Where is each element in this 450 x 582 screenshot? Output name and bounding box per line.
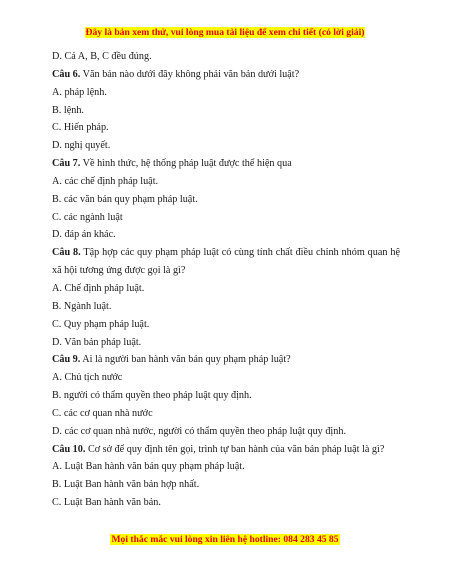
option-d: D. các cơ quan nhà nước, người có thẩm quyền theo pháp luật quy định. xyxy=(52,425,346,437)
question-text: Văn bản nào dưới đây không phải văn bản dưới luật? xyxy=(80,68,300,80)
option-a: A. pháp lệnh. xyxy=(52,86,107,98)
option-c: C. các ngành luật xyxy=(52,211,123,223)
question-7 xyxy=(52,155,400,173)
option-b: B. người có thẩm quyền theo pháp luật quy định. xyxy=(52,390,252,402)
option-a: A. Luật Ban hành văn bản quy phạm pháp luật. xyxy=(52,461,245,473)
option-b: B. Ngành luật. xyxy=(52,300,112,312)
hotline-text: Mọi thắc mắc vui lòng xin liên hệ hotline: 084 283 45 85 xyxy=(111,534,339,545)
option-d: D. đáp án khác. xyxy=(52,229,116,241)
question-8 xyxy=(52,244,400,280)
question-text: Tập hợp các quy phạm pháp luật có cùng tính chất điều chỉnh nhóm quan hệ xã hội tương ứng được gọi là gì? xyxy=(52,247,400,277)
option-c: C. các cơ quan nhà nước xyxy=(52,407,153,419)
option-b: B. các văn bản quy phạm pháp luật. xyxy=(52,193,198,205)
question-10 xyxy=(52,441,400,459)
option-a: A. Chủ tịch nước xyxy=(52,372,123,384)
question-number: Câu 8. xyxy=(52,247,81,259)
option-b: B. Luật Ban hành văn bản hợp nhất. xyxy=(52,479,200,491)
option-b: B. lệnh. xyxy=(52,104,84,116)
document-body xyxy=(52,48,400,512)
option-c: C. Luật Ban hành văn bản. xyxy=(52,497,161,509)
question-text: Về hình thức, hệ thống pháp luật được thể hiện qua xyxy=(80,158,292,170)
option-a: A. Chế định pháp luật. xyxy=(52,282,145,294)
question-6 xyxy=(52,66,400,84)
question-text: Ai là người ban hành văn bản quy phạm pháp luật? xyxy=(80,354,291,366)
option-d: D. Văn bản pháp luật. xyxy=(52,336,142,348)
preview-notice-banner xyxy=(0,27,450,39)
hotline-banner xyxy=(0,534,450,546)
question-number: Câu 10. xyxy=(52,443,86,455)
question-number: Câu 6. xyxy=(52,68,81,80)
question-number: Câu 9. xyxy=(52,354,81,366)
option-c: C. Hiến pháp. xyxy=(52,122,109,134)
option-c: C. Quy phạm pháp luật. xyxy=(52,318,150,330)
option-d: D. nghị quyết. xyxy=(52,140,111,152)
previous-option: D. Cả A, B, C đều đúng. xyxy=(52,51,152,62)
question-text: Cơ sở để quy định tên gọi, trình tự ban hành của văn bản pháp luật là gì? xyxy=(85,443,385,455)
preview-notice-text: Đây là bản xem thử, vui lòng mua tài liệu để xem chi tiết (có lời giải) xyxy=(85,27,365,38)
question-9 xyxy=(52,351,400,369)
option-a: A. các chế định pháp luật. xyxy=(52,175,159,187)
question-number: Câu 7. xyxy=(52,158,81,170)
